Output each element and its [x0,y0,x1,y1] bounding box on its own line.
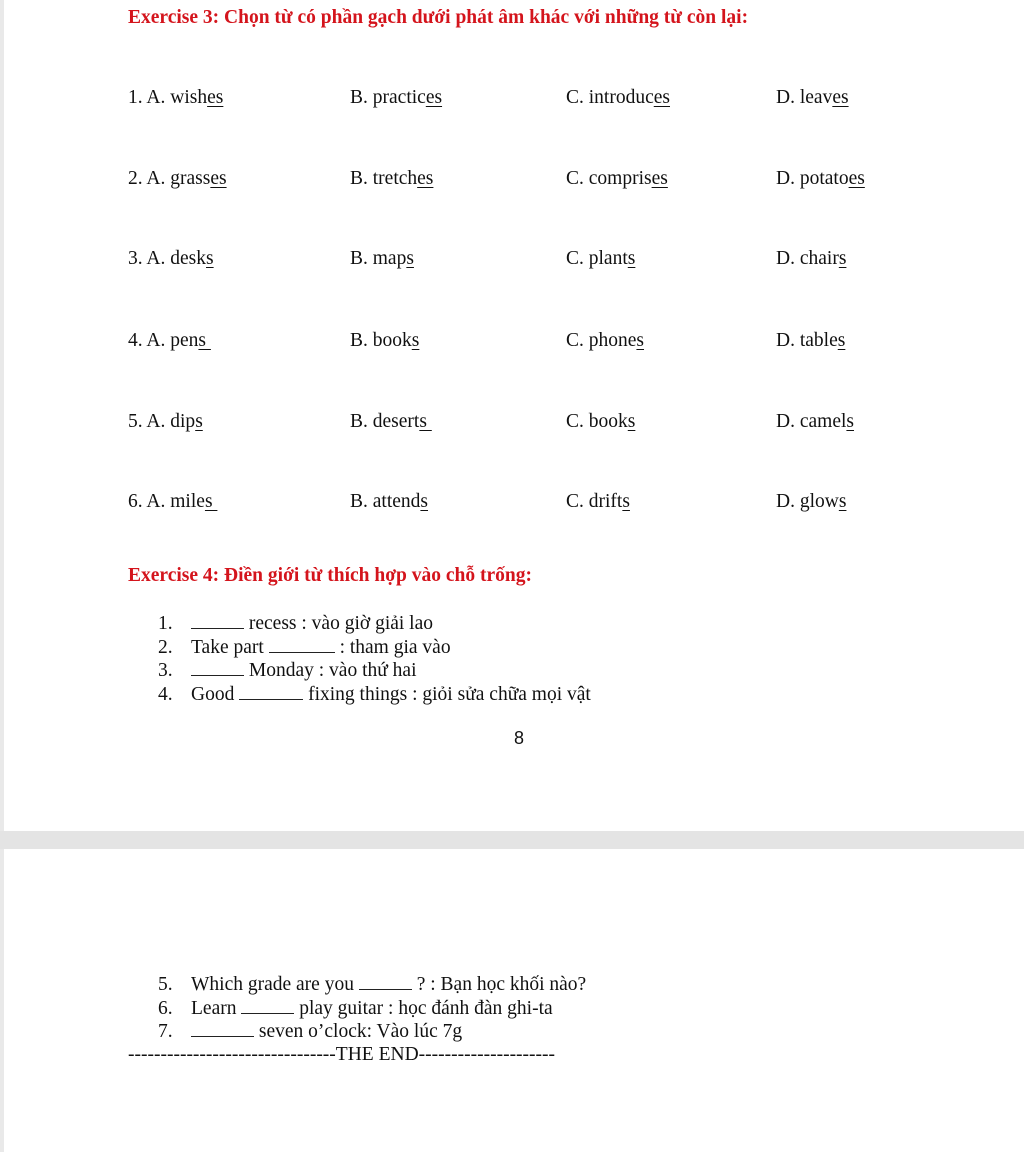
question-row [4,491,1024,521]
option-label: D. [776,330,800,351]
option-label: 3. A. [128,248,171,269]
option-label: B. [350,411,373,432]
item-text-after: fixing things : giỏi sửa chữa mọi vật [303,684,591,706]
option-label: 1. A. [128,87,171,108]
option-word-stem: compris [588,168,652,189]
underlined-ending: s [622,491,630,512]
option-word-stem: wish [170,87,208,108]
option-label: C. [566,168,589,189]
option-label: B. [350,248,373,269]
option-label: C. [566,248,589,269]
option-label: D. [776,168,800,189]
item-text-after: play guitar : học đánh đàn ghi-ta [294,997,553,1019]
page-number: 8 [513,728,524,748]
underlined-ending: s [195,411,203,432]
option-word-stem: tretch [372,168,418,189]
underlined-ending: s [627,248,636,269]
option-word-stem: glow [799,491,839,512]
underlined-ending: s [198,330,211,351]
item-number: 4. [158,684,173,706]
answer-option [566,168,668,190]
item-text-after: : tham gia vào [334,636,451,658]
underlined-ending: es [653,87,670,108]
answer-option [566,248,635,270]
option-word-stem: book [372,330,412,351]
answer-blank[interactable] [239,683,303,700]
underlined-ending: es [848,168,865,189]
option-word-stem: introduc [588,87,654,108]
answer-blank[interactable] [191,659,244,676]
option-label: D. [776,491,800,512]
item-text-before: Good [191,684,240,706]
underlined-ending: es [210,168,227,189]
question-row [4,87,1024,117]
fill-in-item [158,612,433,636]
option-word-stem: potato [799,168,849,189]
underlined-ending: s [411,330,420,351]
option-label: B. [350,491,373,512]
underlined-ending: s [419,411,432,432]
answer-blank[interactable] [191,1020,254,1037]
option-word-stem: mile [170,491,205,512]
underlined-ending: s [636,330,645,351]
underlined-ending: es [207,87,224,108]
item-number: 5. [158,974,173,995]
underlined-ending: es [651,168,668,189]
answer-option [350,248,414,270]
answer-option [776,411,854,433]
item-number: 7. [158,1021,173,1043]
answer-option [350,491,428,513]
answer-option [776,491,846,513]
document-page-1 [4,0,1024,831]
option-label: B. [350,330,373,351]
answer-option [128,491,217,513]
item-text-after: seven o’clock: Vào lúc 7g [254,1021,463,1043]
answer-option [776,330,845,352]
answer-option [350,411,432,433]
answer-option [776,87,849,109]
underlined-ending: s [837,330,846,351]
answer-option [128,330,211,352]
underlined-ending: s [838,491,847,512]
answer-option [566,330,644,352]
underlined-ending: s [406,248,414,269]
option-label: C. [566,491,589,512]
answer-option [350,87,442,109]
answer-blank[interactable] [241,997,294,1014]
answer-option [128,411,203,433]
item-number: 3. [158,660,173,682]
page-separator [0,831,1024,849]
answer-option [776,248,846,270]
option-label: C. [566,87,589,108]
option-word-stem: leav [799,87,833,108]
fill-in-item [158,659,417,683]
option-word-stem: plant [588,248,628,269]
question-row [4,168,1024,198]
exercise4-heading: Exercise 4: Điền giới từ thích hợp vào chỗ trống: [128,565,532,586]
underlined-ending: s [420,491,429,512]
option-word-stem: desk [170,248,207,269]
fill-in-item [158,683,591,707]
item-number: 6. [158,997,173,1019]
option-label: 6. A. [128,491,171,512]
answer-option [566,87,670,109]
answer-option [350,168,433,190]
option-word-stem: practic [372,87,426,108]
option-word-stem: attend [372,491,421,512]
underlined-ending: s [846,411,854,432]
fill-in-item [158,997,553,1021]
option-label: 5. A. [128,411,171,432]
option-word-stem: pen [170,330,199,351]
option-word-stem: dip [170,411,196,432]
answer-option [566,491,630,513]
underlined-ending: s [627,411,636,432]
item-number: 1. [158,613,173,634]
item-number: 2. [158,636,173,658]
answer-option [776,168,865,190]
underlined-ending: s [838,248,847,269]
item-text-after: ? : Bạn học khối nào? [411,974,587,995]
answer-option [350,330,419,352]
document-page-2 [4,849,1024,1152]
the-end-line: --------------------------------THE END--------------------- [128,1044,556,1065]
cut-off-previous-line [128,0,828,2]
item-text-after: Monday : vào thứ hai [244,660,417,682]
exercise3-heading: Exercise 3: Chọn từ có phần gạch dưới phát âm khác với những từ còn lại: [128,7,749,28]
option-label: D. [776,411,800,432]
answer-blank[interactable] [359,973,412,990]
item-text-before: Take part [191,636,269,658]
option-label: 4. A. [128,330,171,351]
underlined-ending: es [832,87,849,108]
option-word-stem: desert [372,411,420,432]
answer-blank[interactable] [191,612,244,629]
option-word-stem: camel [799,411,847,432]
answer-option [128,248,214,270]
option-label: D. [776,87,800,108]
option-word-stem: map [372,248,407,269]
option-label: D. [776,248,800,269]
fill-in-item [158,973,586,997]
option-word-stem: drift [588,491,623,512]
answer-option [128,87,223,109]
option-label: C. [566,411,589,432]
question-row [4,330,1024,360]
answer-blank[interactable] [269,636,335,653]
underlined-ending: s [204,491,218,512]
item-text-before: Learn [191,997,242,1019]
underlined-ending: s [206,248,214,269]
option-label: 2. A. [128,168,171,189]
underlined-ending: es [417,168,434,189]
option-word-stem: phone [588,330,637,351]
option-word-stem: book [588,411,628,432]
option-word-stem: grass [170,168,211,189]
underlined-ending: es [425,87,443,108]
answer-option [128,168,227,190]
question-row [4,248,1024,278]
question-row [4,411,1024,441]
item-text-before: Which grade are you [191,974,359,995]
fill-in-item [158,636,451,660]
item-text-after: recess : vào giờ giải lao [244,613,434,634]
option-label: B. [350,87,373,108]
option-word-stem: table [799,330,838,351]
answer-option [566,411,635,433]
fill-in-item [158,1020,462,1044]
option-label: B. [350,168,373,189]
option-label: C. [566,330,589,351]
option-word-stem: chair [799,248,839,269]
